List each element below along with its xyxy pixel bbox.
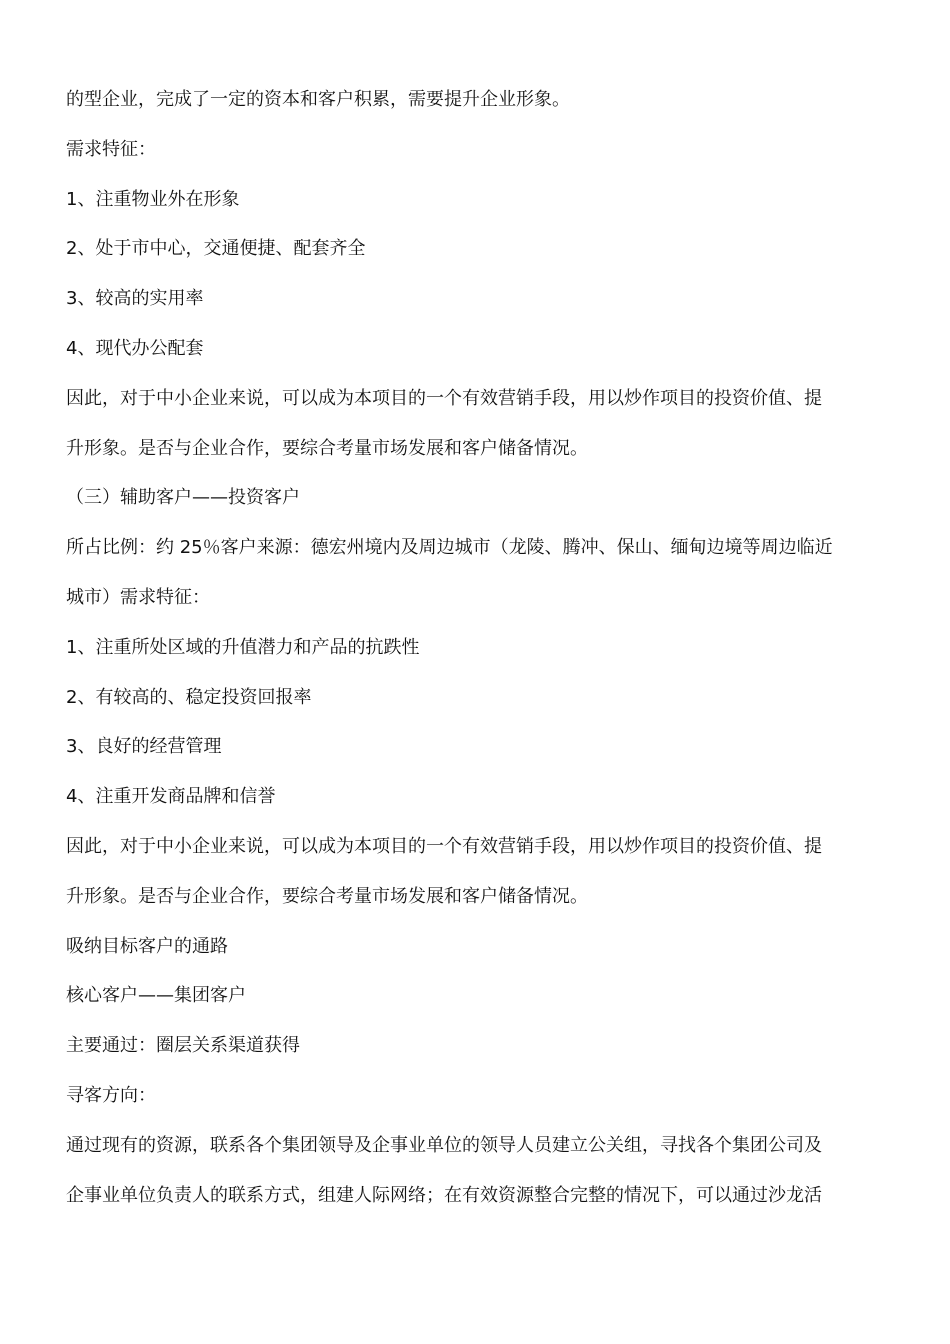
text-line: 所占比例：约 25％客户来源：德宏州境内及周边城市（龙陵、腾冲、保山、缅甸边境等周边临近 bbox=[66, 537, 833, 559]
text-line: 因此，对于中小企业来说，可以成为本项目的一个有效营销手段，用以炒作项目的投资价值、提 bbox=[66, 835, 822, 857]
text-line: 升形象。是否与企业合作，要综合考量市场发展和客户储备情况。 bbox=[66, 885, 588, 907]
text-line: 升形象。是否与企业合作，要综合考量市场发展和客户储备情况。 bbox=[66, 437, 588, 459]
text-line: 1、注重所处区域的升值潜力和产品的抗跌性 bbox=[66, 636, 420, 658]
document-body bbox=[66, 84, 886, 1229]
text-line: 2、处于市中心，交通便捷、配套齐全 bbox=[66, 238, 366, 260]
text-line: 1、注重物业外在形象 bbox=[66, 188, 240, 210]
text-line: 因此，对于中小企业来说，可以成为本项目的一个有效营销手段，用以炒作项目的投资价值、提 bbox=[66, 387, 822, 409]
text-line: 2、有较高的、稳定投资回报率 bbox=[66, 686, 312, 708]
text-line: 核心客户——集团客户 bbox=[66, 985, 246, 1007]
text-line: 需求特征： bbox=[66, 138, 156, 160]
section-heading: 吸纳目标客户的通路 bbox=[66, 935, 228, 957]
text-line: 主要通过：圈层关系渠道获得 bbox=[66, 1035, 300, 1057]
text-line: 企事业单位负责人的联系方式，组建人际网络；在有效资源整合完整的情况下，可以通过沙龙活 bbox=[66, 1184, 822, 1206]
text-line: 3、较高的实用率 bbox=[66, 288, 204, 310]
text-line: 寻客方向： bbox=[66, 1084, 156, 1106]
section-heading: （三）辅助客户——投资客户 bbox=[66, 487, 300, 509]
text-line: 城市）需求特征： bbox=[66, 586, 210, 608]
text-line: 4、现代办公配套 bbox=[66, 337, 204, 359]
text-line: 的型企业，完成了一定的资本和客户积累，需要提升企业形象。 bbox=[66, 89, 570, 110]
text-line: 通过现有的资源，联系各个集团领导及企事业单位的领导人员建立公关组，寻找各个集团公司及 bbox=[66, 1134, 822, 1156]
text-line: 4、注重开发商品牌和信誉 bbox=[66, 786, 276, 808]
text-line: 3、良好的经营管理 bbox=[66, 736, 222, 758]
